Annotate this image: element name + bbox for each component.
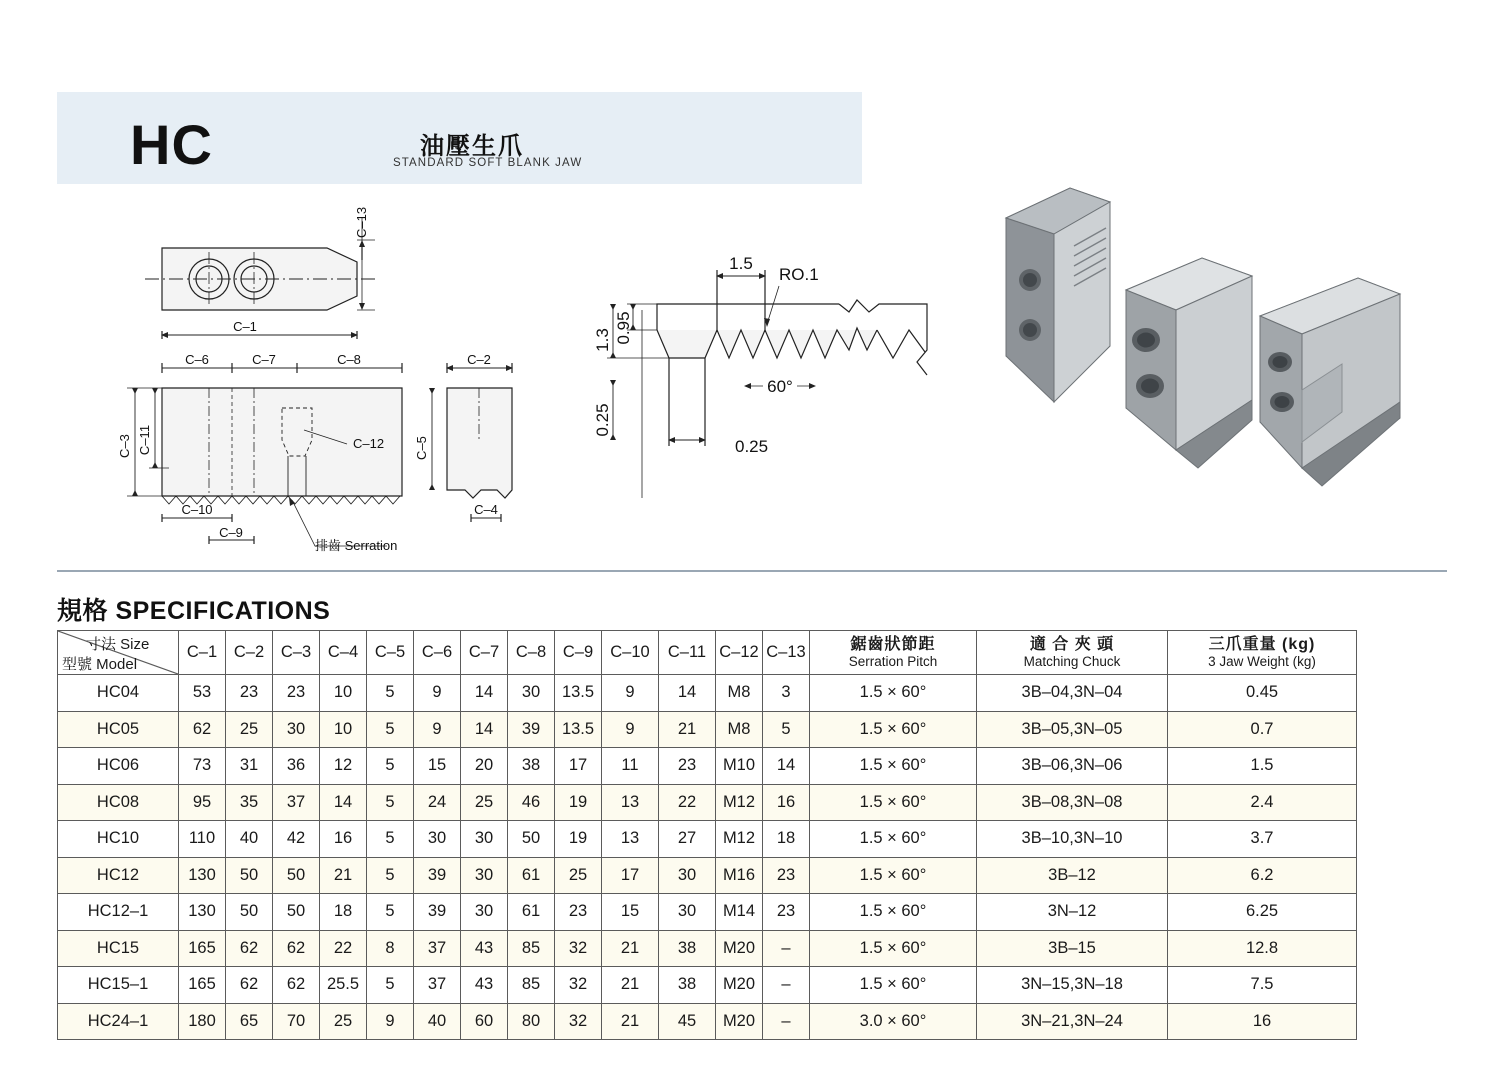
cell-model: HC12–1 — [58, 894, 179, 931]
cell-c3: 62 — [273, 930, 320, 967]
table-header-row — [58, 631, 1357, 675]
table-row — [58, 748, 1357, 785]
cell-c3: 36 — [273, 748, 320, 785]
cell-c12: M14 — [716, 894, 763, 931]
cell-c12: M10 — [716, 748, 763, 785]
cell-c11: 14 — [659, 675, 716, 712]
table-row — [58, 821, 1357, 858]
cell-c4: 12 — [320, 748, 367, 785]
label-c11: C–11 — [137, 424, 152, 456]
cell-c10: 17 — [602, 857, 659, 894]
dim-r01: RO.1 — [779, 265, 819, 284]
cell-c4: 18 — [320, 894, 367, 931]
cell-c6: 37 — [414, 930, 461, 967]
cell-c1: 130 — [179, 894, 226, 931]
label-c7: C–7 — [252, 352, 276, 367]
product-title-en: STANDARD SOFT BLANK JAW — [393, 157, 583, 169]
dim-0-25-bottom: 0.25 — [735, 437, 769, 456]
drawing-svg — [57, 200, 957, 560]
cell-jaw-weight: 3.7 — [1168, 821, 1357, 858]
cell-c4: 25.5 — [320, 967, 367, 1004]
corner-model-label: 型號 Model — [62, 656, 138, 673]
cell-serration-pitch: 1.5 × 60° — [810, 930, 977, 967]
cell-matching-chuck: 3B–08,3N–08 — [977, 784, 1168, 821]
cell-model: HC06 — [58, 748, 179, 785]
header-jaw-weight-en: 3 Jaw Weight (kg) — [1208, 654, 1316, 670]
cell-c13: – — [763, 930, 810, 967]
cell-c1: 165 — [179, 930, 226, 967]
label-c8: C–8 — [337, 352, 361, 367]
dim-1-3: 1.3 — [593, 328, 612, 352]
cell-c1: 62 — [179, 711, 226, 748]
cell-jaw-weight: 0.45 — [1168, 675, 1357, 712]
cell-serration-pitch: 1.5 × 60° — [810, 748, 977, 785]
header-serration-pitch — [810, 631, 977, 675]
cell-c12: M20 — [716, 930, 763, 967]
cell-c9: 19 — [555, 784, 602, 821]
cell-jaw-weight: 1.5 — [1168, 748, 1357, 785]
cell-c9: 17 — [555, 748, 602, 785]
header-c10: C–10 — [602, 631, 659, 675]
cell-matching-chuck: 3N–21,3N–24 — [977, 1003, 1168, 1040]
cell-c5: 5 — [367, 784, 414, 821]
cell-c1: 110 — [179, 821, 226, 858]
cell-c3: 70 — [273, 1003, 320, 1040]
table-body — [58, 675, 1357, 1040]
table-row — [58, 711, 1357, 748]
cell-c11: 30 — [659, 894, 716, 931]
table-row — [58, 784, 1357, 821]
header-serration-pitch-cn: 鋸齒狀節距 — [850, 636, 936, 654]
cell-c2: 31 — [226, 748, 273, 785]
label-c1: C–1 — [233, 319, 257, 334]
header-c12: C–12 — [716, 631, 763, 675]
cell-c13: 14 — [763, 748, 810, 785]
cell-c10: 21 — [602, 1003, 659, 1040]
cell-c13: 3 — [763, 675, 810, 712]
cell-c8: 38 — [508, 748, 555, 785]
cell-c8: 61 — [508, 894, 555, 931]
dim-1-5: 1.5 — [729, 254, 753, 273]
cell-c2: 62 — [226, 930, 273, 967]
cell-c12: M8 — [716, 711, 763, 748]
product-photo-svg — [950, 150, 1450, 550]
cell-c7: 30 — [461, 894, 508, 931]
cell-c6: 39 — [414, 894, 461, 931]
cell-c4: 10 — [320, 675, 367, 712]
cell-serration-pitch: 1.5 × 60° — [810, 857, 977, 894]
cell-c12: M12 — [716, 784, 763, 821]
cell-c9: 13.5 — [555, 675, 602, 712]
cell-c8: 85 — [508, 967, 555, 1004]
cell-serration-pitch: 1.5 × 60° — [810, 967, 977, 1004]
cell-c9: 23 — [555, 894, 602, 931]
cell-c3: 23 — [273, 675, 320, 712]
header-c4: C–4 — [320, 631, 367, 675]
label-c9: C–9 — [219, 525, 243, 540]
label-c6: C–6 — [185, 352, 209, 367]
cell-c4: 16 — [320, 821, 367, 858]
cell-c8: 30 — [508, 675, 555, 712]
header-c7: C–7 — [461, 631, 508, 675]
cell-c12: M8 — [716, 675, 763, 712]
cell-c7: 25 — [461, 784, 508, 821]
cell-c10: 21 — [602, 930, 659, 967]
cell-model: HC15–1 — [58, 967, 179, 1004]
cell-c7: 14 — [461, 711, 508, 748]
cell-c3: 42 — [273, 821, 320, 858]
cell-jaw-weight: 2.4 — [1168, 784, 1357, 821]
cell-c9: 13.5 — [555, 711, 602, 748]
cell-c5: 5 — [367, 857, 414, 894]
cell-c1: 130 — [179, 857, 226, 894]
cell-matching-chuck: 3B–04,3N–04 — [977, 675, 1168, 712]
product-title-cn: 油壓生爪 — [420, 133, 524, 160]
cell-c6: 15 — [414, 748, 461, 785]
cell-c6: 9 — [414, 675, 461, 712]
cell-matching-chuck: 3N–12 — [977, 894, 1168, 931]
cell-c6: 9 — [414, 711, 461, 748]
cell-c10: 13 — [602, 784, 659, 821]
cell-jaw-weight: 16 — [1168, 1003, 1357, 1040]
cell-jaw-weight: 0.7 — [1168, 711, 1357, 748]
label-c5: C–5 — [414, 436, 429, 460]
cell-jaw-weight: 6.2 — [1168, 857, 1357, 894]
cell-c7: 14 — [461, 675, 508, 712]
cell-c13: – — [763, 1003, 810, 1040]
cell-c5: 5 — [367, 894, 414, 931]
cell-c7: 43 — [461, 930, 508, 967]
corner-size-label: 寸法 Size — [86, 636, 150, 653]
product-photo — [950, 150, 1450, 550]
cell-c13: 23 — [763, 894, 810, 931]
cell-c4: 21 — [320, 857, 367, 894]
cell-c11: 45 — [659, 1003, 716, 1040]
cell-c3: 50 — [273, 894, 320, 931]
cell-c5: 5 — [367, 675, 414, 712]
cell-serration-pitch: 1.5 × 60° — [810, 894, 977, 931]
cell-c2: 50 — [226, 894, 273, 931]
cell-c9: 32 — [555, 1003, 602, 1040]
cell-model: HC10 — [58, 821, 179, 858]
cell-c4: 22 — [320, 930, 367, 967]
header-c11: C–11 — [659, 631, 716, 675]
cell-c9: 25 — [555, 857, 602, 894]
header-c3: C–3 — [273, 631, 320, 675]
cell-c11: 22 — [659, 784, 716, 821]
cell-c7: 43 — [461, 967, 508, 1004]
label-c4: C–4 — [474, 502, 498, 517]
dim-0-95: 0.95 — [614, 311, 633, 345]
cell-c11: 27 — [659, 821, 716, 858]
cell-c5: 8 — [367, 930, 414, 967]
cell-c12: M16 — [716, 857, 763, 894]
cell-c11: 21 — [659, 711, 716, 748]
cell-serration-pitch: 1.5 × 60° — [810, 675, 977, 712]
cell-c1: 165 — [179, 967, 226, 1004]
cell-model: HC05 — [58, 711, 179, 748]
cell-model: HC12 — [58, 857, 179, 894]
cell-c11: 38 — [659, 930, 716, 967]
cell-c2: 23 — [226, 675, 273, 712]
cell-c6: 37 — [414, 967, 461, 1004]
header-jaw-weight — [1168, 631, 1357, 675]
cell-serration-pitch: 1.5 × 60° — [810, 821, 977, 858]
cell-c10: 11 — [602, 748, 659, 785]
section-divider — [57, 570, 1447, 572]
table-corner-header — [58, 631, 179, 675]
cell-c8: 80 — [508, 1003, 555, 1040]
cell-c9: 32 — [555, 967, 602, 1004]
cell-c3: 37 — [273, 784, 320, 821]
header-matching-chuck — [977, 631, 1168, 675]
header-serration-pitch-en: Serration Pitch — [848, 654, 938, 670]
header-matching-chuck-en: Matching Chuck — [1023, 654, 1121, 670]
cell-c13: 5 — [763, 711, 810, 748]
cell-jaw-weight: 6.25 — [1168, 894, 1357, 931]
cell-matching-chuck: 3N–15,3N–18 — [977, 967, 1168, 1004]
cell-c2: 25 — [226, 711, 273, 748]
cell-c12: M20 — [716, 967, 763, 1004]
cell-c9: 32 — [555, 930, 602, 967]
cell-c8: 39 — [508, 711, 555, 748]
cell-c1: 95 — [179, 784, 226, 821]
cell-c12: M12 — [716, 821, 763, 858]
cell-c6: 40 — [414, 1003, 461, 1040]
table-row — [58, 1003, 1357, 1040]
label-c3: C–3 — [117, 434, 132, 458]
cell-matching-chuck: 3B–06,3N–06 — [977, 748, 1168, 785]
cell-c7: 30 — [461, 857, 508, 894]
cell-c8: 46 — [508, 784, 555, 821]
cell-c4: 25 — [320, 1003, 367, 1040]
cell-c4: 10 — [320, 711, 367, 748]
cell-c2: 65 — [226, 1003, 273, 1040]
header-c5: C–5 — [367, 631, 414, 675]
cell-c2: 50 — [226, 857, 273, 894]
cell-c5: 5 — [367, 967, 414, 1004]
table-row — [58, 930, 1357, 967]
cell-c10: 21 — [602, 967, 659, 1004]
cell-serration-pitch: 1.5 × 60° — [810, 784, 977, 821]
product-code: HC — [130, 113, 213, 176]
label-c10: C–10 — [181, 502, 213, 517]
cell-model: HC08 — [58, 784, 179, 821]
cell-model: HC24–1 — [58, 1003, 179, 1040]
header-c9: C–9 — [555, 631, 602, 675]
cell-serration-pitch: 1.5 × 60° — [810, 711, 977, 748]
cell-serration-pitch: 3.0 × 60° — [810, 1003, 977, 1040]
cell-c12: M20 — [716, 1003, 763, 1040]
cell-c7: 30 — [461, 821, 508, 858]
table-row — [58, 894, 1357, 931]
dim-0-25-left: 0.25 — [593, 403, 612, 437]
cell-c5: 9 — [367, 1003, 414, 1040]
cell-c5: 5 — [367, 748, 414, 785]
cell-c9: 19 — [555, 821, 602, 858]
cell-matching-chuck: 3B–12 — [977, 857, 1168, 894]
cell-matching-chuck: 3B–05,3N–05 — [977, 711, 1168, 748]
cell-c1: 180 — [179, 1003, 226, 1040]
label-c13: C–13 — [354, 206, 369, 238]
table-row — [58, 967, 1357, 1004]
cell-c13: 18 — [763, 821, 810, 858]
cell-matching-chuck: 3B–10,3N–10 — [977, 821, 1168, 858]
cell-c3: 30 — [273, 711, 320, 748]
label-c2: C–2 — [467, 352, 491, 367]
cell-c11: 23 — [659, 748, 716, 785]
header-c13: C–13 — [763, 631, 810, 675]
dim-angle-60: 60° — [767, 377, 793, 396]
cell-c6: 24 — [414, 784, 461, 821]
cell-model: HC15 — [58, 930, 179, 967]
table-row — [58, 857, 1357, 894]
cell-c8: 85 — [508, 930, 555, 967]
cell-c13: 16 — [763, 784, 810, 821]
specifications-table — [57, 630, 1357, 1040]
cell-c2: 62 — [226, 967, 273, 1004]
cell-c13: 23 — [763, 857, 810, 894]
cell-c11: 38 — [659, 967, 716, 1004]
cell-c10: 9 — [602, 675, 659, 712]
cell-c4: 14 — [320, 784, 367, 821]
cell-c1: 73 — [179, 748, 226, 785]
header-c8: C–8 — [508, 631, 555, 675]
cell-c7: 60 — [461, 1003, 508, 1040]
cell-c3: 62 — [273, 967, 320, 1004]
cell-c8: 61 — [508, 857, 555, 894]
cell-c10: 13 — [602, 821, 659, 858]
header-c6: C–6 — [414, 631, 461, 675]
cell-c3: 50 — [273, 857, 320, 894]
header-c1: C–1 — [179, 631, 226, 675]
header-jaw-weight-cn: 三爪重量 (kg) — [1208, 636, 1316, 654]
cell-c10: 15 — [602, 894, 659, 931]
label-c12: C–12 — [353, 436, 385, 451]
cell-c5: 5 — [367, 711, 414, 748]
cell-jaw-weight: 12.8 — [1168, 930, 1357, 967]
cell-c5: 5 — [367, 821, 414, 858]
header-matching-chuck-cn: 適 合 夾 頭 — [1029, 636, 1115, 654]
cell-c1: 53 — [179, 675, 226, 712]
cell-c13: – — [763, 967, 810, 1004]
technical-drawings — [57, 200, 957, 560]
cell-c2: 40 — [226, 821, 273, 858]
cell-c8: 50 — [508, 821, 555, 858]
cell-matching-chuck: 3B–15 — [977, 930, 1168, 967]
cell-model: HC04 — [58, 675, 179, 712]
cell-c7: 20 — [461, 748, 508, 785]
cell-c11: 30 — [659, 857, 716, 894]
cell-c2: 35 — [226, 784, 273, 821]
page-title: 規格 SPECIFICATIONS — [57, 597, 331, 625]
cell-jaw-weight: 7.5 — [1168, 967, 1357, 1004]
table-row — [58, 675, 1357, 712]
cell-c6: 30 — [414, 821, 461, 858]
header-c2: C–2 — [226, 631, 273, 675]
cell-c6: 39 — [414, 857, 461, 894]
label-serration: 排齒 Serration — [315, 538, 398, 553]
cell-c10: 9 — [602, 711, 659, 748]
